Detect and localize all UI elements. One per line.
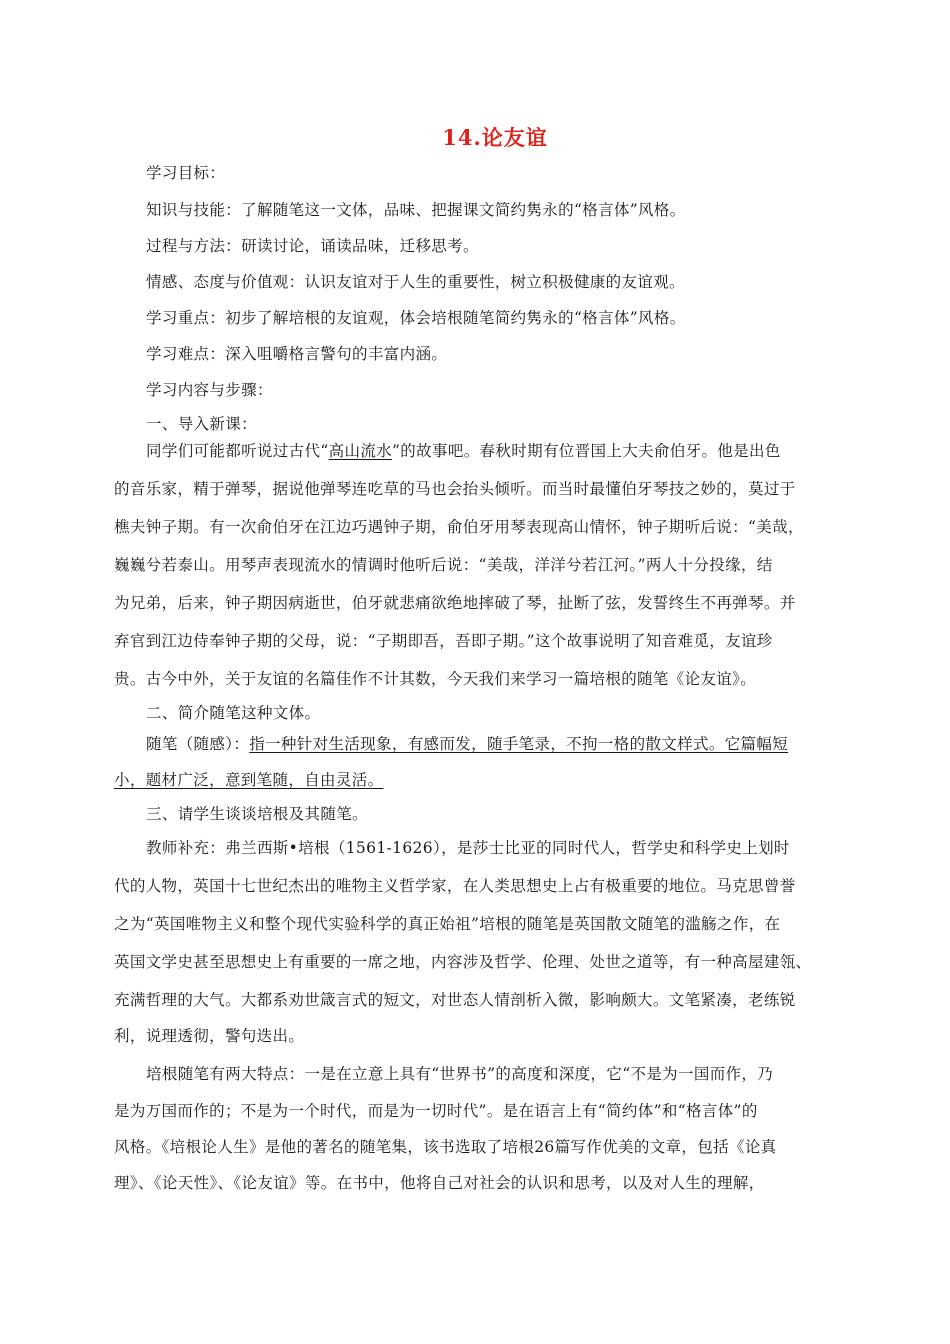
text-line: 利，说理透彻，警句迭出。 (114, 1027, 305, 1045)
text-line: 知识与技能：了解随笔这一文体，品味、把握课文简约隽永的“格言体”风格。 (146, 201, 686, 219)
text-line: 学习目标： (146, 164, 226, 182)
text-line: 是为万国而作的；不是为一个时代，而是为一切时代”。是在语言上有“简约体”和“格言体”的 (114, 1102, 758, 1120)
text-line: 理》、《论天性》、《论友谊》等。在书中，他将自己对社会的认识和思考，以及对人生的理解， (114, 1174, 765, 1192)
text-line: 之为“英国唯物主义和整个现代实验科学的真正始祖”培根的随笔是英国散文随笔的滥觞之作，在 (114, 915, 781, 933)
underlined-term: 高山流水 (328, 442, 393, 460)
text-line: 贵。古今中外，关于友谊的名篇佳作不计其数，今天我们来学习一篇培根的随笔《论友谊》。 (114, 670, 757, 688)
page-title: 14.论友谊 (442, 125, 548, 150)
section-heading: 二、简介随笔这种文体。 (146, 704, 321, 722)
text-line: 樵夫钟子期。有一次俞伯牙在江边巧遇钟子期，俞伯牙用琴表现高山情怀，钟子期听后说：“美哉， (114, 518, 804, 536)
text-line: 过程与方法：研读讨论，诵读品味，迁移思考。 (146, 237, 479, 255)
text-line: 的音乐家，精于弹琴，据说他弹琴连吃草的马也会抬头倾听。而当时最懂伯牙琴技之妙的，莫过于 (114, 480, 796, 498)
underlined-definition: 小，题材广泛，意到笔随，自由灵活。 (114, 771, 384, 789)
text-line: 代的人物，英国十七世纪杰出的唯物主义哲学家，在人类思想史上占有极重要的地位。马克思曾誉 (114, 877, 796, 895)
text-line: 英国文学史甚至思想史上有重要的一席之地，内容涉及哲学、伦理、处世之道等，有一种高屋建瓴、 (114, 953, 812, 971)
text-segment: 随笔（随感）： (146, 735, 250, 753)
text-segment: ”的故事吧。春秋时期有位晋国上大夫俞伯牙。他是出色 (392, 442, 781, 460)
section-heading: 三、请学生谈谈培根及其随笔。 (146, 805, 368, 823)
text-line: 为兄弟，后来，钟子期因病逝世，伯牙就悲痛欲绝地摔破了琴，扯断了弦，发誓终生不再弹琴。并 (114, 594, 796, 612)
text-line (146, 441, 781, 461)
text-line (146, 734, 788, 754)
text-line: 培根随笔有两大特点：一是在立意上具有“世界书”的高度和深度，它“不是为一国而作，乃 (146, 1065, 774, 1083)
text-line: 风格。《培根论人生》是他的著名的随笔集，该书选取了培根26篇写作优美的文章，包括《论真 (114, 1138, 777, 1156)
text-line: 学习难点：深入咀嚼格言警句的丰富内涵。 (146, 345, 448, 363)
text-line: 巍巍兮若泰山。用琴声表现流水的情调时他听后说：“美哉，洋洋兮若江河。”两人十分投缘，结 (114, 556, 773, 574)
text-line: 学习重点：初步了解培根的友谊观，体会培根随笔简约隽永的“格言体”风格。 (146, 309, 686, 327)
text-line (114, 770, 383, 790)
text-line: 教师补充：弗兰西斯•培根（1561-1626），是莎士比亚的同时代人，哲学史和科学史上划时 (146, 839, 790, 857)
text-line: 弃官到江边侍奉钟子期的父母，说：“子期即吾，吾即子期。”这个故事说明了知音难觅，友谊珍 (114, 632, 773, 650)
text-line: 学习内容与步骤： (146, 381, 273, 399)
text-line: 充满哲理的大气。大都系劝世箴言式的短文，对世态人情剖析入微，影响颇大。文笔紧凑，老练锐 (114, 991, 796, 1009)
text-segment: 同学们可能都听说过古代“ (146, 442, 329, 460)
section-heading: 一、导入新课： (146, 415, 257, 433)
underlined-definition: 指一种针对生活现象，有感而发，随手笔录，不拘一格的散文样式。它篇幅短 (249, 735, 789, 753)
text-line: 情感、态度与价值观：认识友谊对于人生的重要性，树立积极健康的友谊观。 (146, 273, 685, 291)
